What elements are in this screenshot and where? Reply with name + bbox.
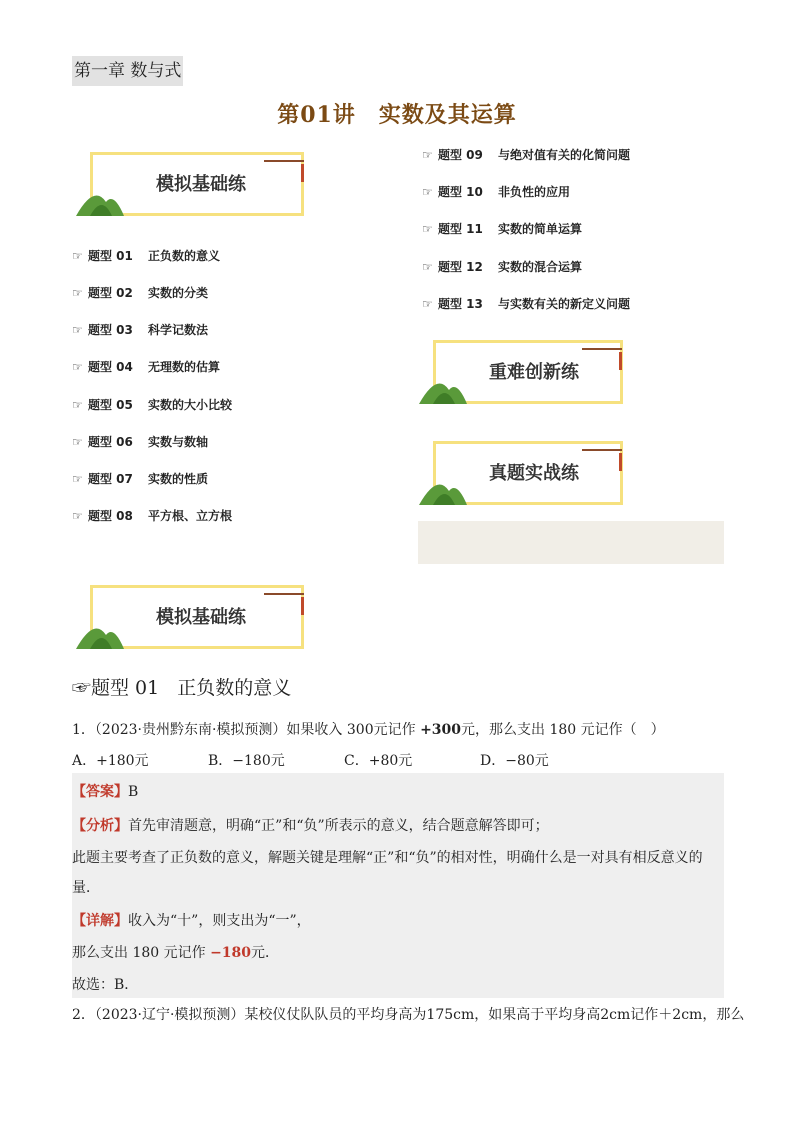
- toc-empty-box: [418, 521, 724, 564]
- question-1-options: [72, 750, 616, 770]
- pointing-hand-icon: ☞: [422, 222, 433, 236]
- option-d[interactable]: D．−80元: [480, 753, 549, 769]
- pointing-hand-icon: ☞: [72, 509, 83, 523]
- analysis-line-3: 量．: [72, 880, 100, 896]
- banner-basic: [80, 152, 310, 222]
- toc-item[interactable]: ☞ 题型 02 实数的分类: [72, 286, 209, 300]
- pointing-hand-icon: ☞: [422, 260, 433, 274]
- detail-line-2: 那么支出 180 元记作 −180元．: [72, 945, 280, 961]
- banner-real: [423, 441, 628, 511]
- toc-item[interactable]: ☞ 题型 03 科学记数法: [72, 323, 209, 337]
- question-2-stem: 2．（2023·辽宁·模拟预测）某校仪仗队队员的平均身高为175cm，如果高于平均身高2cm记作＋2cm，那么: [72, 1007, 745, 1023]
- toc-item[interactable]: ☞ 题型 13 与实数有关的新定义问题: [422, 297, 631, 311]
- mountain-icon: [415, 469, 475, 509]
- pointing-hand-icon: ☞: [72, 323, 83, 337]
- detail-line-1: 【详解】收入为“十”，则支出为“一”，: [72, 913, 311, 929]
- section-heading: ☞题型 01 正负数的意义: [72, 677, 292, 699]
- pointing-hand-icon: ☞: [422, 148, 433, 162]
- toc-item[interactable]: ☞ 题型 08 平方根、立方根: [72, 509, 233, 523]
- toc-item[interactable]: ☞ 题型 10 非负性的应用: [422, 185, 571, 199]
- banner-label: 模拟基础练: [156, 174, 246, 195]
- toc-item[interactable]: ☞ 题型 09 与绝对值有关的化简问题: [422, 148, 631, 162]
- banner-label: 重难创新练: [489, 362, 579, 383]
- mountain-icon: [72, 180, 132, 220]
- toc-item[interactable]: ☞ 题型 06 实数与数轴: [72, 435, 209, 449]
- pointing-hand-icon: ☞: [72, 677, 92, 699]
- banner-label: 真题实战练: [489, 463, 579, 484]
- pointing-hand-icon: ☞: [72, 472, 83, 486]
- pointing-hand-icon: ☞: [422, 297, 433, 311]
- chapter-tag: 第一章 数与式: [72, 56, 183, 86]
- option-c[interactable]: C．+80元: [344, 753, 413, 769]
- lecture-title: 第01讲 实数及其运算: [277, 102, 517, 128]
- detail-line-3: 故选：B．: [72, 977, 139, 993]
- analysis-line-1: 【分析】首先审清题意，明确“正”和“负”所表示的意义，结合题意解答即可；: [72, 818, 549, 834]
- question-1-stem: 1．（2023·贵州黔东南·模拟预测）如果收入 300元记作 +300元，那么支出 180 元记作（ ）: [72, 722, 665, 738]
- toc-item[interactable]: ☞ 题型 07 实数的性质: [72, 472, 209, 486]
- answer-line: 【答案】B: [72, 784, 139, 800]
- toc-item[interactable]: ☞ 题型 11 实数的简单运算: [422, 222, 583, 236]
- toc-item[interactable]: ☞ 题型 05 实数的大小比较: [72, 398, 233, 412]
- toc-item[interactable]: ☞ 题型 04 无理数的估算: [72, 360, 221, 374]
- pointing-hand-icon: ☞: [72, 360, 83, 374]
- toc-item[interactable]: ☞ 题型 12 实数的混合运算: [422, 260, 583, 274]
- pointing-hand-icon: ☞: [72, 249, 83, 263]
- toc-item[interactable]: ☞ 题型 01 正负数的意义: [72, 249, 221, 263]
- mountain-icon: [415, 368, 475, 408]
- banner-basic-section: [80, 585, 310, 655]
- pointing-hand-icon: ☞: [72, 398, 83, 412]
- banner-difficult: [423, 340, 628, 410]
- pointing-hand-icon: ☞: [72, 286, 83, 300]
- banner-label: 模拟基础练: [156, 607, 246, 628]
- pointing-hand-icon: ☞: [72, 435, 83, 449]
- analysis-line-2: 此题主要考查了正负数的意义，解题关键是理解“正”和“负”的相对性，明确什么是一对具有相反意义的: [72, 850, 703, 866]
- option-b[interactable]: B．−180元: [208, 753, 285, 769]
- mountain-icon: [72, 613, 132, 653]
- answer-band: [72, 773, 724, 998]
- pointing-hand-icon: ☞: [422, 185, 433, 199]
- option-a[interactable]: A．+180元: [72, 753, 149, 769]
